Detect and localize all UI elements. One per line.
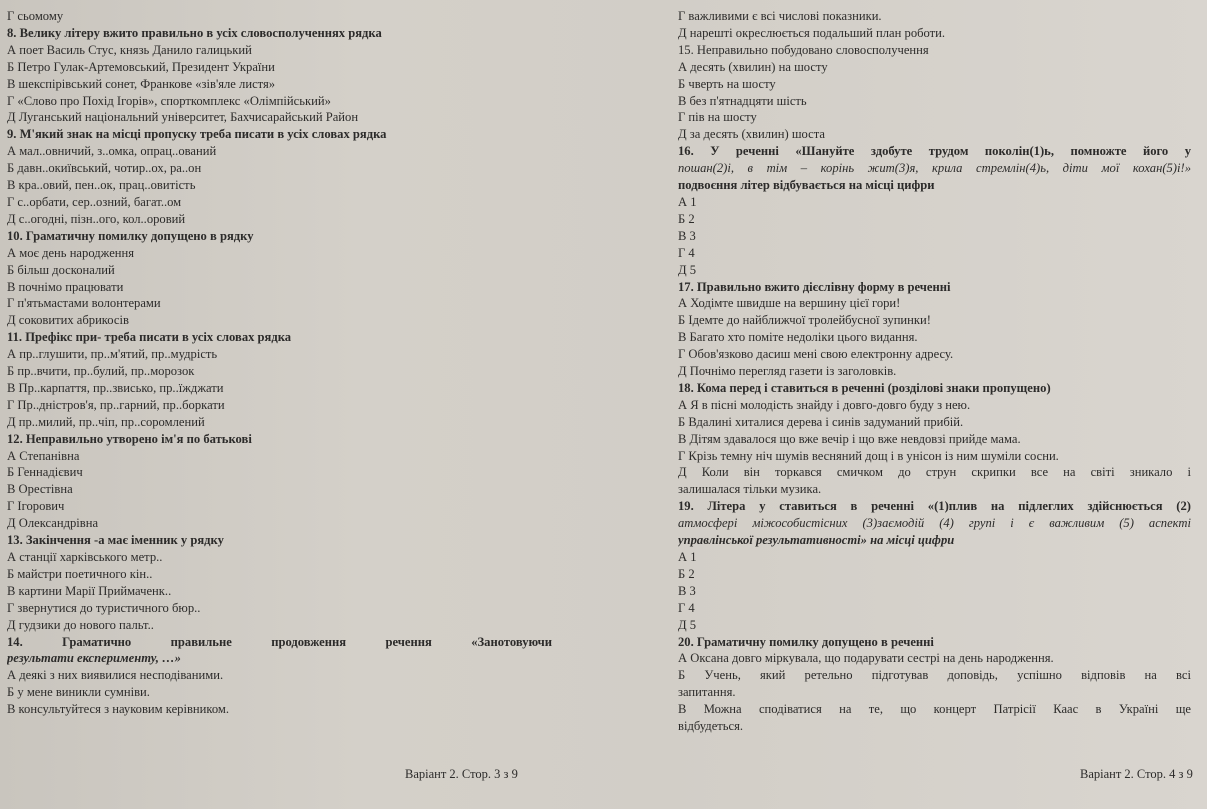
text-line: Б Учень, який ретельно підготував доповідь, успішно відповів на всі xyxy=(678,668,1191,683)
text-line: Б більш досконалий xyxy=(7,262,115,277)
text-line: Г 4 xyxy=(678,600,695,615)
text-line: Д 5 xyxy=(678,262,697,277)
text-line: Г сьомому xyxy=(7,9,64,23)
text-line: Д Луганський національний університет, Бахчисарайський Район xyxy=(7,110,359,125)
text-line: пошан(2)і, в тім – корінь жит(3)я, крила стремлін(4)ь, діти мої кохан(5)і!» xyxy=(678,161,1191,176)
text-line: А 1 xyxy=(678,194,697,209)
text-line: Б давн..окиївський, чотир..ох, ра..он xyxy=(7,161,202,176)
text-line: атмосфері міжособистісних (3)заємодій (4) групі і є важливим (5) аспекті xyxy=(678,516,1191,531)
text-line: В 3 xyxy=(678,583,696,598)
text-line: Д Коли він торкався смичком до струн скрипки все на світі зникало і xyxy=(678,465,1191,480)
text-line: А Оксана довго міркувала, що подарувати сестрі на день народження. xyxy=(678,651,1054,666)
text-line: Г Обов'язково дасиш мені свою електронну адресу. xyxy=(678,347,954,362)
text-line: Д с..огодні, пізн..ого, кол..оровий xyxy=(7,211,186,226)
text-line: Д за десять (хвилин) шоста xyxy=(678,127,825,142)
text-line: В Пр..карпаття, пр..звисько, пр..їжджати xyxy=(7,380,224,395)
text-line: Б чверть на шосту xyxy=(678,76,776,91)
text-line: В без п'ятнадцяти шість xyxy=(678,93,807,108)
question-line: 8. Велику літеру вжито правильно в усіх словосполученнях рядка xyxy=(7,25,382,40)
question-line: 14. Граматично правильне продовження речення «Занотовуючи xyxy=(7,634,552,649)
text-line: А моє день народження xyxy=(7,245,135,260)
text-line: Б пр..вчити, пр..булий, пр..морозок xyxy=(7,364,195,379)
text-line: А Я в пісні молодість знайду і довго-довго буду з нею. xyxy=(678,397,971,412)
text-line: Д 5 xyxy=(678,617,697,632)
text-line: Б Ідемте до найближчої тролейбусної зупинки! xyxy=(678,313,931,328)
text-line: А Ходімте швидше на вершину цієї гори! xyxy=(678,296,901,311)
text-line: В 3 xyxy=(678,228,696,243)
question-line: 16. У реченні «Шануйте здобуте трудом поколін(1)ь, помножте його у xyxy=(678,144,1191,159)
text-line: В Дітям здавалося що вже вечір і що вже невдовзі прийде мама. xyxy=(678,431,1021,446)
text-line: Б 2 xyxy=(678,566,695,581)
text-line: А Степанівна xyxy=(7,448,80,463)
text-line: Б у мене виникли сумніви. xyxy=(7,685,150,700)
text-line: Б Вдалині хиталися дерева і синів задуманий прибій. xyxy=(678,414,964,429)
text-line: В кра..овий, пен..ок, прац..овитість xyxy=(7,178,196,193)
text-line: А 1 xyxy=(678,550,697,564)
text-line: Д Олександрівна xyxy=(7,516,99,531)
question-line: 19. Літера у ставиться в реченні «(1)плив на підлеглих здійснюється (2) xyxy=(678,499,1191,514)
text-line: Г Пр..дністров'я, пр..гарний, пр..боркати xyxy=(7,397,225,412)
text-line: А мал..овничий, з..омка, опрац..ований xyxy=(7,144,217,159)
right-column xyxy=(678,8,1191,735)
text-line: А станції харківського метр.. xyxy=(7,550,163,564)
text-line: В почнімо працювати xyxy=(7,279,124,294)
text-line: залишалася тільки музика. xyxy=(678,482,822,497)
text-line: Г важливими є всі числові показники. xyxy=(678,9,882,23)
question-line: управлінської результативності» на місці цифри xyxy=(678,533,955,548)
footer-left: Варіант 2. Стор. 3 з 9 xyxy=(405,767,518,781)
text-line: Г с..орбати, сер..озний, багат..ом xyxy=(7,194,182,209)
question-line: подвоєння літер відбувається на місці цифри xyxy=(678,178,935,193)
text-line: В Можна сподіватися на те, що концерт Патрісії Каас в Україні ще xyxy=(678,702,1191,717)
question-line: 10. Граматичну помилку допущено в рядку xyxy=(7,228,254,243)
footer-right: Варіант 2. Стор. 4 з 9 xyxy=(1080,767,1193,781)
text-line: Б Геннадієвич xyxy=(7,465,83,480)
question-line: 11. Префікс при- треба писати в усіх словах рядка xyxy=(7,330,292,345)
question-line: 20. Граматичну помилку допущено в реченні xyxy=(678,634,934,649)
text-line: Д соковитих абрикосів xyxy=(7,313,129,328)
question-line: 17. Правильно вжито дієслівну форму в реченні xyxy=(678,279,951,294)
text-line: А десять (хвилин) на шосту xyxy=(678,59,828,74)
question-line: 13. Закінчення -а має іменник у рядку xyxy=(7,533,224,548)
text-line: Г «Слово про Похід Ігорів», спорткомплекс «Олімпійський» xyxy=(7,93,331,108)
text-line: Г Ігорович xyxy=(7,499,65,514)
text-line: 15. Неправильно побудовано словосполучення xyxy=(678,42,929,57)
text-line: запитання. xyxy=(678,685,736,700)
question-line: 18. Кома перед і ставиться в реченні (розділові знаки пропущено) xyxy=(678,380,1051,395)
text-line: Б Петро Гулак-Артемовський, Президент України xyxy=(7,59,275,74)
text-line: В консультуйтеся з науковим керівником. xyxy=(7,702,230,717)
text-line: Г пів на шосту xyxy=(678,110,757,125)
left-column xyxy=(7,8,552,718)
text-line: Д гудзики до нового пальт.. xyxy=(7,617,154,632)
text-line: Б 2 xyxy=(678,211,695,226)
text-line: А деякі з них виявилися несподіваними. xyxy=(7,668,224,683)
question-line: 9. М'який знак на місці пропуску треба писати в усіх словах рядка xyxy=(7,127,387,142)
text-line: В Орестівна xyxy=(7,482,73,497)
text-line: А пр..глушити, пр..м'ятий, пр..мудрість xyxy=(7,347,218,362)
question-line: 12. Неправильно утворено ім'я по батькові xyxy=(7,431,252,446)
text-line: В Багато хто поміте недоліки цього видання. xyxy=(678,330,918,345)
text-line: Г Крізь темну ніч шумів весняний дощ і в унісон із ним шуміли сосни. xyxy=(678,448,1059,463)
text-line: Г 4 xyxy=(678,245,695,260)
text-line: Г звернутися до туристичного бюр.. xyxy=(7,600,201,615)
text-line: Б майстри поетичного кін.. xyxy=(7,566,153,581)
text-line: відбудеться. xyxy=(678,719,744,734)
text-line: Д нарешті окреслюється подальший план роботи. xyxy=(678,25,946,40)
question-line: результати експерименту, …» xyxy=(7,651,181,666)
text-line: Д пр..милий, пр..чіп, пр..соромлений xyxy=(7,414,205,429)
text-line: А поет Василь Стус, князь Данило галицький xyxy=(7,42,252,57)
text-line: Д Почнімо перегляд газети із заголовків. xyxy=(678,364,897,379)
text-line: Г п'ятьмастами волонтерами xyxy=(7,296,161,311)
text-line: В картини Марії Приймаченк.. xyxy=(7,583,172,598)
text-line: В шекспірівський сонет, Франкове «зів'яле листя» xyxy=(7,76,276,91)
